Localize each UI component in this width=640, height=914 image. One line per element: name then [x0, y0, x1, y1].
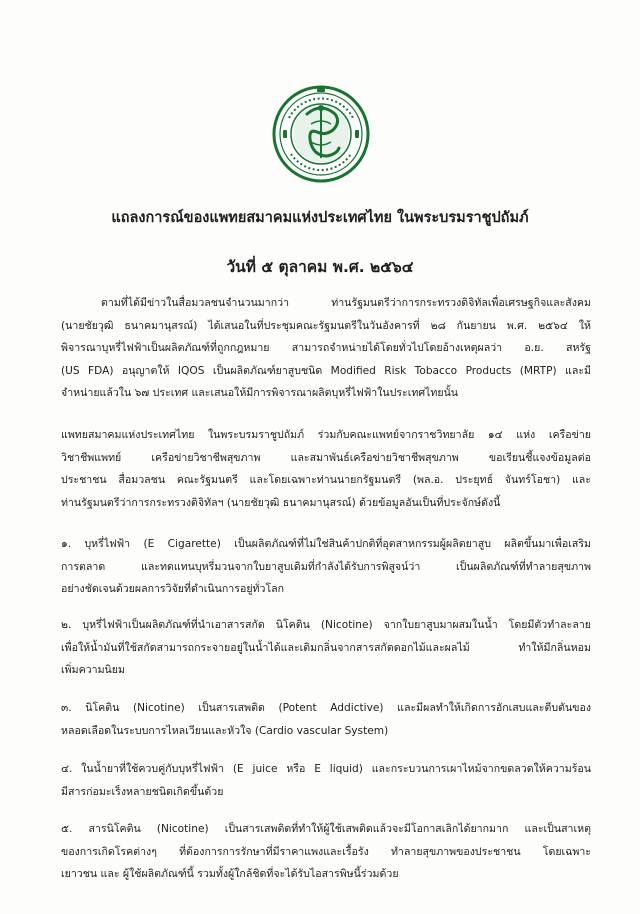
list-item-3	[61, 697, 591, 742]
text-line: (US FDA) อนุญาตให้ IQOS เป็นผลิตภัณฑ์ยาสูบชนิด Modified Risk Tobacco Products (MRTP) และมี	[61, 364, 591, 377]
text-line: จำหน่ายแล้วใน ๖๗ ประเทศ และเสนอให้มีการพิจารณาผลิตบุหรี่ไฟฟ้าในประเทศไทยนั้น	[61, 387, 459, 399]
list-item-1	[61, 533, 591, 601]
text-line: ๔. ในน้ำยาที่ใช้ควบคู่กับบุหรี่ไฟฟ้า (E juice หรือ E liquid) และกระบวนการเผาไหม้จากขดลวดให้ความร้อน	[61, 763, 591, 775]
text-line: เพิ่มความนิยม	[61, 664, 125, 676]
text-line: มีสารก่อมะเร็งหลายชนิดเกิดขึ้นด้วย	[61, 785, 224, 798]
text-line: การตลาด และทดแทนบุหรี่มวนจากใบยาสูบเดิมที่กำลังได้รับการพิสูจน์ว่า เป็นผลิตภัณฑ์ที่ทำลายสุขภาพ	[61, 560, 591, 573]
text-line: แพทยสมาคมแห่งประเทศไทย ในพระบรมราชูปถัมภ์ ร่วมกับคณะแพทย์จากราชวิทยาลัย ๑๔ แห่ง เครือข่าย	[61, 429, 591, 441]
text-line: (นายชัยวุฒิ ธนาคมานุสรณ์) ได้เสนอในที่ประชุมคณะรัฐมนตรีในวันอังคารที่ ๒๘ กันยายน พ.ศ. ๒๕๖๔ ให้	[61, 319, 591, 332]
text-line: ๓. นิโคติน (Nicotine) เป็นสารเสพติด (Potent Addictive) และมีผลทำให้เกิดการอักเสบและตีบตันของ	[61, 702, 591, 714]
text-line: ตามที่ได้มีข่าวในสื่อมวลชนจำนวนมากว่า ท่านรัฐมนตรีว่าการกระทรวงดิจิทัลเพื่อเศรษฐกิจและสังคม	[101, 297, 591, 309]
text-line: หลอดเลือดในระบบการไหลเวียนและหัวใจ (Cardio vascular System)	[61, 724, 389, 737]
text-line: วิชาชีพแพทย์ เครือข่ายวิชาชีพสุขภาพ และสมาพันธ์เครือข่ายวิชาชีพสุขภาพ ขอเรียนชี้แจงข้อมูลต่อ	[61, 451, 591, 464]
text-line: ๒. บุหรี่ไฟฟ้าเป็นผลิตภัณฑ์ที่นำเอาสารสกัด นิโคติน (Nicotine) จากใบยาสูบมาผสมในน้ำ โดยมีตัวทำละลาย	[61, 619, 591, 631]
association-logo	[271, 84, 371, 184]
text-line: ประชาชน สื่อมวลชน คณะรัฐมนตรี และโดยเฉพาะท่านนายกรัฐมนตรี (พล.อ. ประยุทธ์ จันทร์โอชา) และ	[61, 474, 591, 486]
text-line: ของการเกิดโรคต่างๆ ที่ต้องการการรักษาที่มีราคาแพงและเรื้อรัง ทำลายสุขภาพของประชาชน โดยเฉพาะ	[61, 845, 591, 858]
text-line: อย่างชัดเจนด้วยผลการวิจัยที่ดำเนินการอยู่ทั่วโลก	[61, 583, 285, 595]
paragraph-position	[61, 424, 591, 514]
text-line: ๕. สารนิโคติน (Nicotine) เป็นสารเสพติดที่ทำให้ผู้ใช้เสพติดแล้วจะมีโอกาสเลิกได้ยากมาก และเป็นสาเหตุ	[61, 823, 591, 835]
text-line: ๑. บุหรี่ไฟฟ้า (E Cigarette) เป็นผลิตภัณฑ์ที่ไม่ใช่สินค้าปกติที่อุตสาหกรรมผู้ผลิตยาสูบ ผลิตขึ้นมาเพื่อเสริม	[61, 538, 591, 550]
text-line: เยาวชน และ ผู้ใช้ผลิตภัณฑ์นี้ รวมทั้งผู้ใกล้ชิดที่จะได้รับไอสารพิษนี้ร่วมด้วย	[61, 868, 399, 880]
text-line: พิจารณาบุหรี่ไฟฟ้าเป็นผลิตภัณฑ์ที่ถูกกฎหมาย สามารถจำหน่ายได้โดยทั่วไปโดยอ้างเหตุผลว่า อ.ย. สหรัฐ	[61, 342, 591, 354]
statement-date: วันที่ ๕ ตุลาคม พ.ศ. ๒๕๖๔	[226, 258, 414, 276]
text-line: เพื่อให้น้ำมันที่ใช้สกัดสามารถกระจายอยู่ในน้ำได้และเติมกลิ่นจากสารสกัดดอกไม้และผลไม้ ทำให้มีกลิ่นหอม	[61, 641, 591, 654]
paragraph-intro	[61, 292, 591, 405]
list-item-2	[61, 614, 591, 682]
seal-icon	[271, 84, 371, 184]
list-item-4	[61, 758, 591, 803]
list-item-5	[61, 818, 591, 886]
text-line: ท่านรัฐมนตรีว่าการกระทรวงดิจิทัลฯ (นายชัยวุฒิ ธนาคมานุสรณ์) ด้วยข้อมูลอันเป็นที่ประจักษ์ดังนี้	[61, 496, 501, 509]
statement-title: แถลงการณ์ของแพทยสมาคมแห่งประเทศไทย ในพระบรมราชูปถัมภ์	[111, 210, 529, 226]
